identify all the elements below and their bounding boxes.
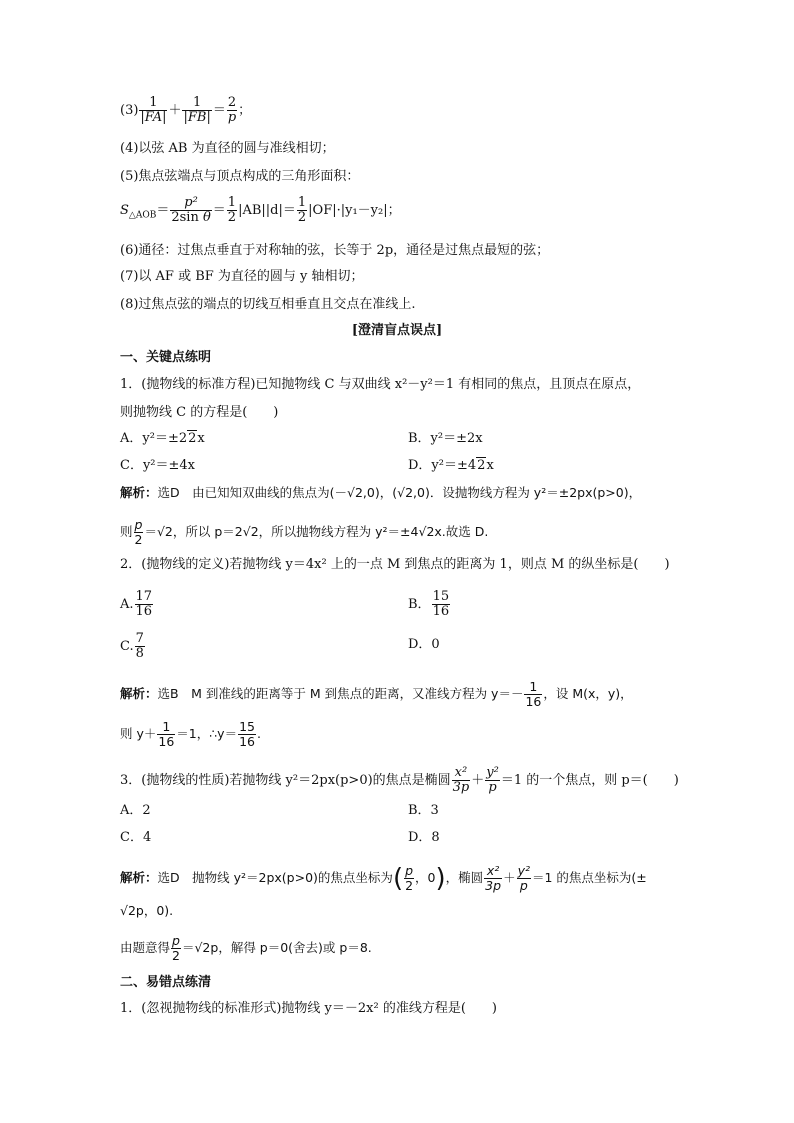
- property-5: (5)焦点弦端点与顶点构成的三角形面积：: [120, 169, 360, 184]
- q1-solution-label: 解析：: [120, 485, 158, 500]
- q3-solution-text: 选D 抛物线 y²＝2px(p>0)的焦点坐标为: [157, 870, 393, 885]
- property-3-suffix: ；: [238, 103, 252, 118]
- q1-option-a-text: A．y²＝±2: [120, 431, 188, 446]
- q1-option-c: C．y²＝±4x: [120, 458, 195, 473]
- property-8: (8)过焦点弦的端点的切线互相垂直且交点在准线上.: [120, 297, 416, 312]
- q2-solution-end: .: [257, 726, 261, 741]
- fraction-1-over-FB: $\frac{1}{|FB|}$: [183, 95, 211, 125]
- q1-option-d: [408, 457, 494, 475]
- q2-solution-label: 解析：: [120, 686, 158, 701]
- fraction-y2-p: $\frac{\text{y²}}{p}$: [486, 765, 499, 795]
- q1-option-b: B．y²＝±2x: [408, 431, 483, 446]
- q3-solution-label: 解析：: [120, 870, 158, 885]
- q1-option-d-var: x: [486, 458, 494, 473]
- property-3-prefix: (3): [120, 103, 139, 118]
- fraction-p2-over-2sin: $\frac{\text{p²}}{\text{2sin θ}}$: [171, 195, 211, 225]
- q1-solution-line2: [120, 518, 488, 547]
- q2-option-d: D．0: [408, 637, 440, 652]
- q2-option-c: [120, 632, 146, 661]
- q1-solution-text: 选D 由已知知双曲线的焦点为(－√2,0)，(√2,0)．设抛物线方程为 y²＝±2px(p>0)，: [157, 485, 642, 500]
- fraction-2-over-p: $\frac{2}{p}$: [227, 95, 237, 125]
- q2-option-a-label: A.: [120, 597, 134, 612]
- q2-solution-then: 则 y＋: [120, 726, 157, 741]
- q2-option-a: [120, 590, 154, 619]
- q3-stem-plus: ＋: [471, 773, 485, 788]
- q3-solution-end: ＝1 的焦点坐标为(±: [532, 870, 647, 885]
- q2-stem: 2．(抛物线的定义)若抛物线 y＝4x² 上的一点 M 到焦点的距离为 1，则点 M 的纵坐标是( ): [120, 557, 670, 572]
- q2-solution-line2: [120, 720, 261, 749]
- q2-option-c-num: 7: [135, 631, 144, 646]
- q3-solution-line1: 解析：选D 抛物线 y²＝2px(p>0)的焦点坐标为( $\frac{p}{2}$ ，0)，椭圆 $\frac{\text{x²}}{3p}$ ＋ $\frac{\text{y²}}{p}$ ＝1 的焦点坐标为(±: [120, 863, 647, 894]
- fraction-15-16: [432, 590, 451, 619]
- q3-stem: [120, 766, 679, 795]
- fraction-p-2: $\frac{p}{2}$: [405, 863, 414, 893]
- q1-solution-rest: ＝√2，所以 p＝2√2，所以抛物线方程为 y²＝±4√2x.故选 D.: [144, 524, 489, 539]
- fraction-1-16: $\frac{1}{16}$: [525, 679, 542, 709]
- q3-option-a: A．2: [120, 803, 151, 818]
- q1-option-a: [120, 430, 205, 448]
- fraction-17-16: [135, 590, 154, 619]
- area-formula-mid: |AB||d|＝: [238, 203, 296, 218]
- fraction-y2-p: $\frac{\text{y²}}{p}$: [517, 863, 530, 893]
- fraction-x2-3p: $\frac{\text{x²}}{3p}$: [452, 765, 470, 795]
- area-formula: $S_{\triangle AOB}=$ $\frac{\text{p²}}{\text{2sin θ}}$ ＝ $\frac{1}{2}$ |AB||d|＝ $\frac{1}{2}$ |OF|·|y₁－y₂|；: [120, 195, 401, 225]
- q3-stem-end: ＝1 的一个焦点，则 p＝( ): [500, 773, 679, 788]
- sqrt-2: 2: [188, 431, 197, 446]
- q1-option-d-text: D．y²＝±4: [408, 458, 477, 473]
- q3-solution-line2: √2p，0).: [120, 903, 174, 918]
- fraction-half-1: $\frac{1}{2}$: [227, 195, 237, 225]
- fraction-15-16: $\frac{15}{16}$: [239, 719, 255, 749]
- q3-solution-result: ＝√2p，解得 p＝0(舍去)或 p＝8.: [181, 940, 372, 955]
- q3-option-d: D．8: [408, 830, 440, 845]
- q3-solution-mid: ，椭圆: [445, 870, 484, 885]
- q3-option-b: B．3: [408, 803, 439, 818]
- fraction-p-over-2: $\frac{p}{2}$: [134, 517, 143, 547]
- q2-option-b-label: B．: [408, 597, 431, 612]
- q2-option-c-den: 8: [135, 646, 144, 661]
- q2-solution-mid: ＝1，∴y＝: [176, 726, 238, 741]
- fraction-1-16: $\frac{1}{16}$: [158, 719, 175, 749]
- part2-heading: 二、易错点练清: [120, 975, 212, 990]
- fraction-x2-3p: $\frac{\text{x²}}{3p}$: [485, 863, 502, 893]
- area-formula-end: |OF|·|y₁－y₂|；: [308, 203, 401, 218]
- q2-solution-line1: [120, 680, 633, 709]
- q1-solution-then: 则: [120, 524, 133, 539]
- q3-solution-line3: [120, 934, 372, 963]
- q2-option-b: [408, 590, 451, 619]
- q3-stem-text: 3．(抛物线的性质)若抛物线 y²＝2px(p>0)的焦点是椭圆: [120, 773, 451, 788]
- q3-option-c: C．4: [120, 830, 152, 845]
- q1-stem-line2: 则抛物线 C 的方程是( ): [120, 405, 279, 420]
- property-7: (7)以 AF 或 BF 为直径的圆与 y 轴相切；: [120, 269, 364, 284]
- sqrt-2: 2: [477, 458, 486, 473]
- property-6: (6)通径：过焦点垂直于对称轴的弦，长等于 2p，通径是过焦点最短的弦；: [120, 243, 550, 258]
- q3-solution-from: 由题意得: [120, 940, 171, 955]
- q2-option-c-label: C.: [120, 639, 134, 654]
- section-title: [澄清盲点误点]: [351, 323, 443, 338]
- q1-stem-line1: 1．(抛物线的标准方程)已知抛物线 C 与双曲线 x²－y²＝1 有相同的焦点，且顶点在原点，: [120, 377, 641, 392]
- fraction-1-over-FA: $\frac{1}{|FA|}$: [140, 95, 167, 125]
- q2-solution-text-2: ，设 M(x，y)，: [543, 686, 633, 701]
- q2-option-b-num: 15: [432, 589, 450, 604]
- q2-option-b-den: 16: [432, 604, 450, 619]
- property-4: (4)以弦 AB 为直径的圆与准线相切；: [120, 141, 335, 156]
- q2-option-a-num: 17: [135, 589, 153, 604]
- q2-option-a-den: 16: [135, 604, 153, 619]
- property-3: (3) $\frac{1}{|FA|}$ ＋ $\frac{1}{|FB|}$ ＝ $\frac{2}{p}$ ；: [120, 95, 252, 125]
- q4-stem: 1．(忽视抛物线的标准形式)抛物线 y＝－2x² 的准线方程是( ): [120, 1001, 497, 1016]
- part1-heading: 一、关键点练明: [120, 350, 212, 365]
- fraction-7-8: [135, 632, 145, 661]
- fraction-half-2: $\frac{1}{2}$: [297, 195, 307, 225]
- q1-solution-line1: [120, 484, 641, 502]
- q2-solution-text: 选B M 到准线的距离等于 M 到焦点的距离，又准线方程为 y＝－: [157, 686, 524, 701]
- fraction-p-2: $\frac{p}{2}$: [172, 933, 180, 963]
- q1-option-a-var: x: [197, 431, 205, 446]
